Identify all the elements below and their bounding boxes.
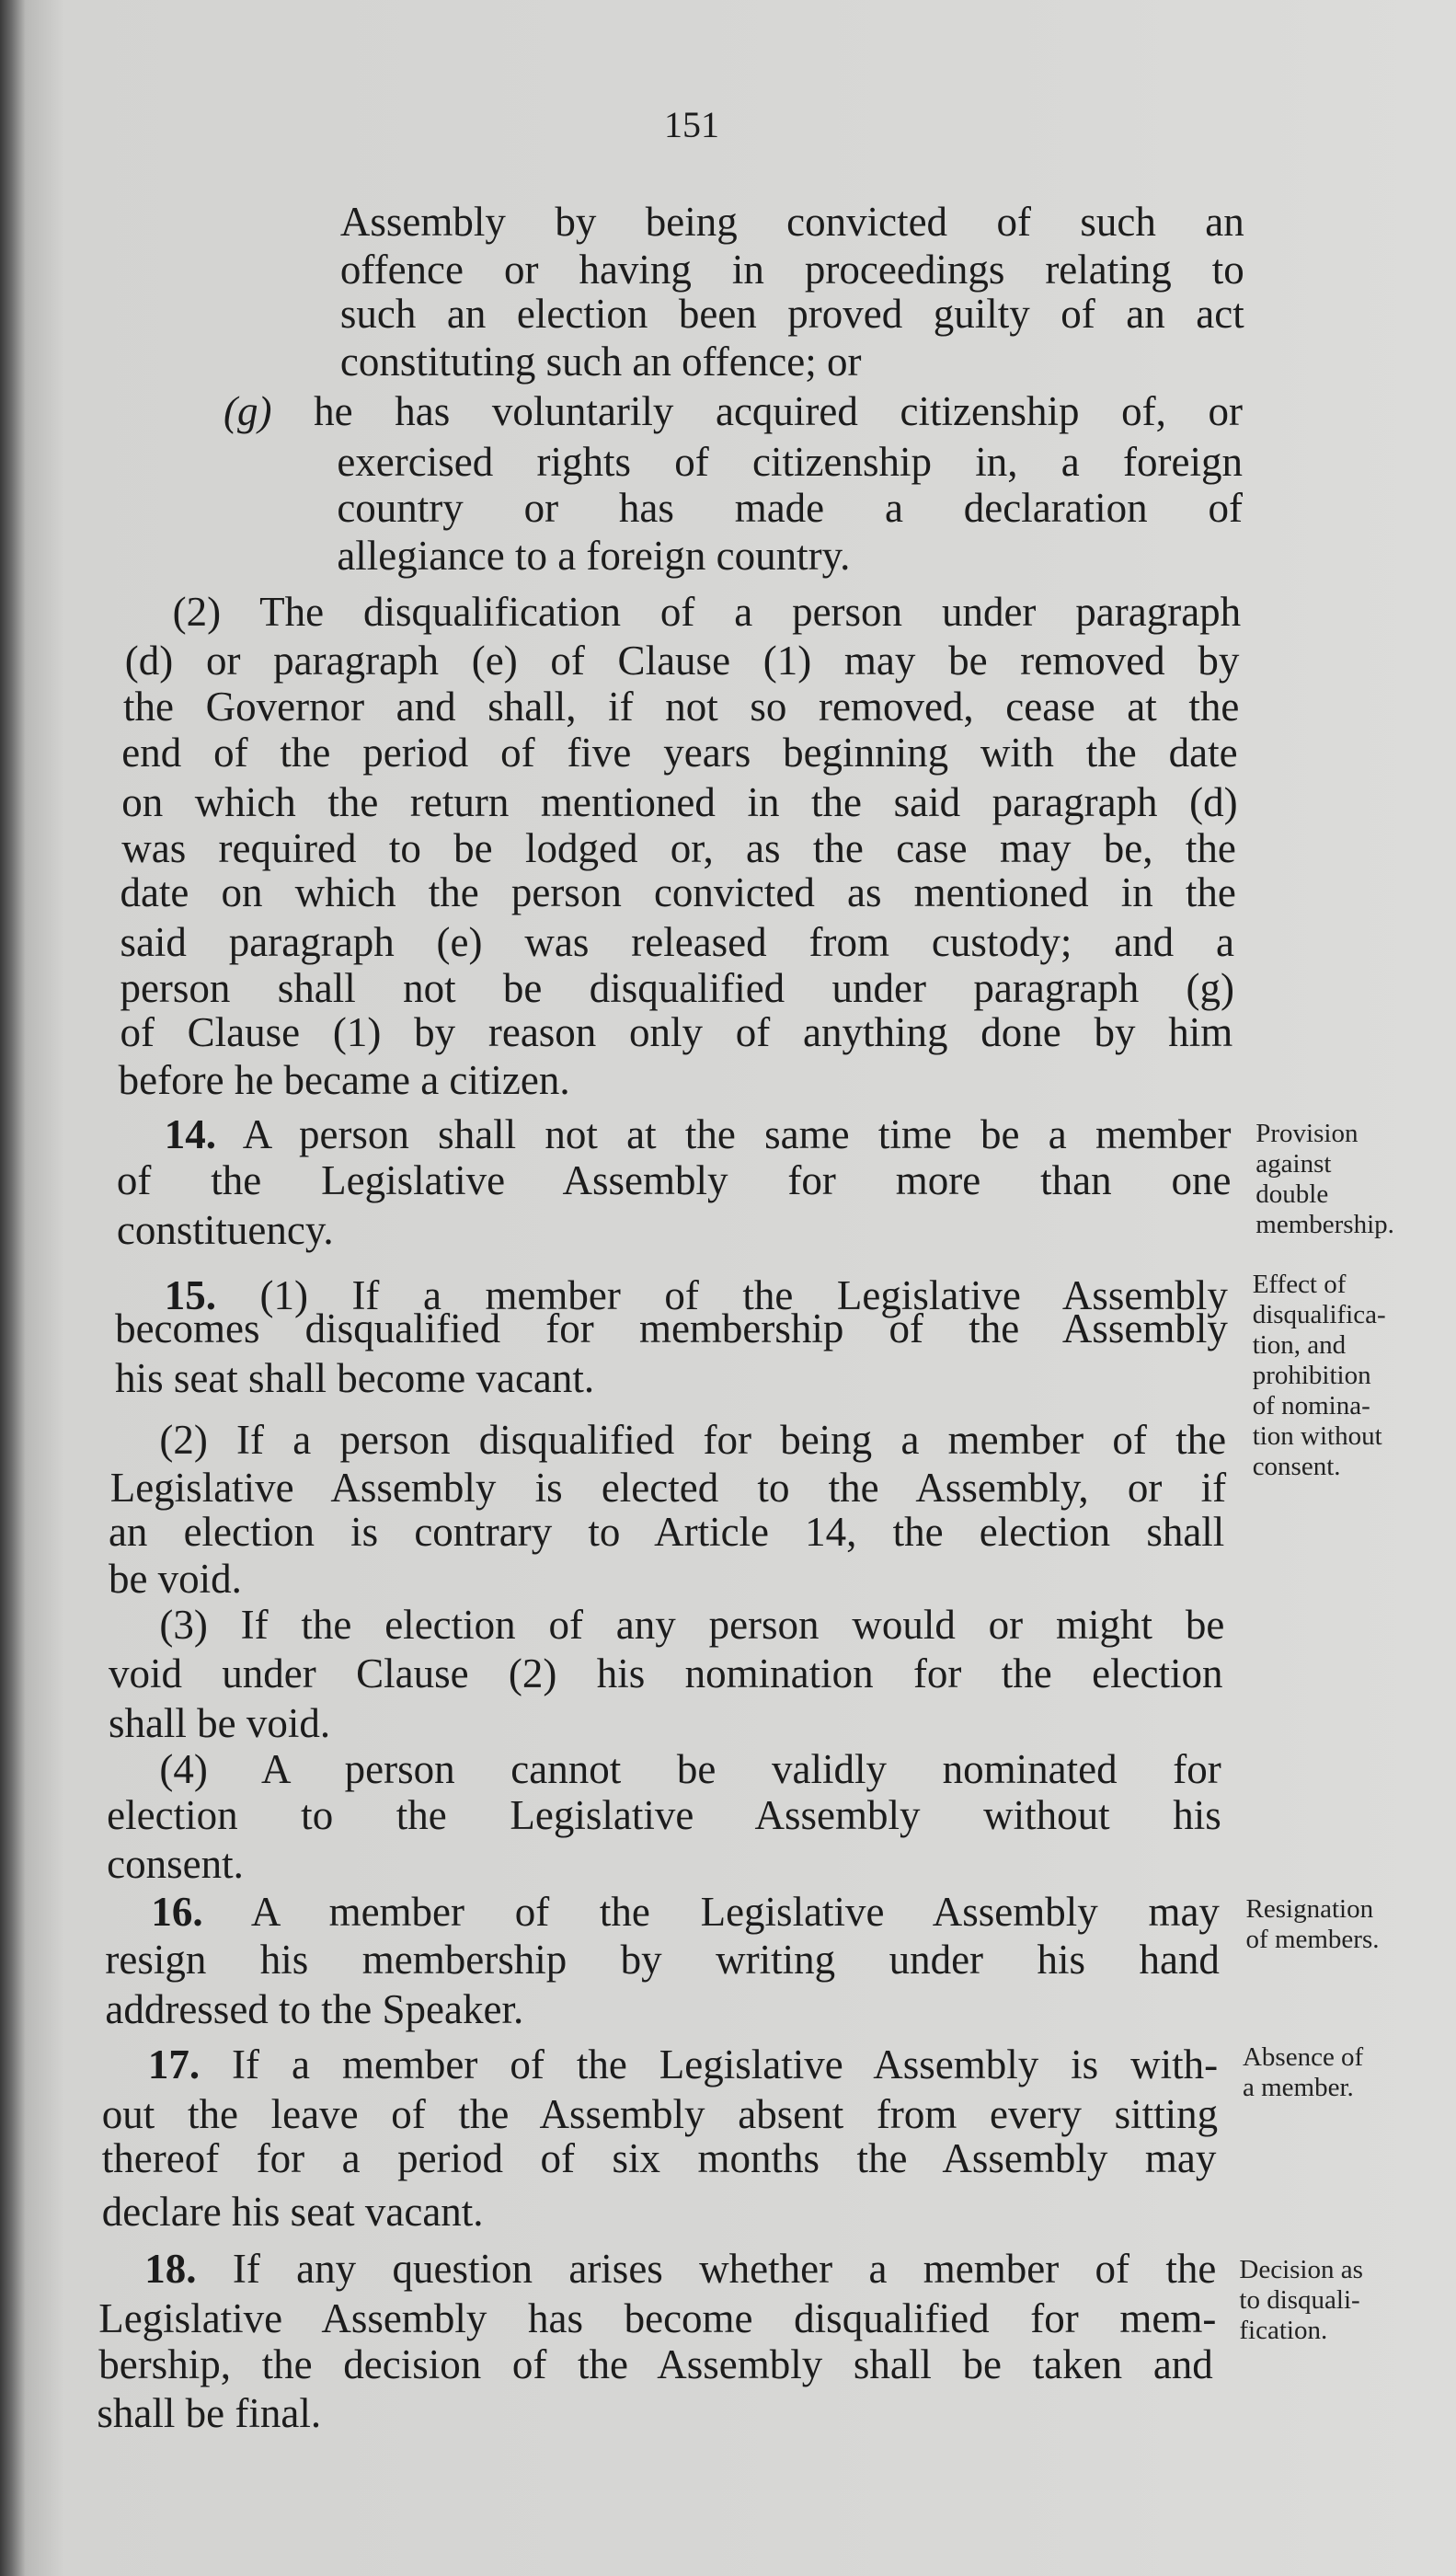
line-text: A person shall not at the same time be a member (215, 1111, 1232, 1158)
text-line (109, 1700, 330, 1746)
margin-note (1255, 1119, 1394, 1240)
line-text: end of the period of five years beginning with the date (121, 730, 1238, 776)
line-text: election to the Legislative Assembly without his (107, 1791, 1221, 1838)
line-text: bership, the decision of the Assembly shall be taken and (98, 2340, 1213, 2387)
text-line (109, 1509, 1224, 1555)
article-number: 16. (151, 1889, 203, 1936)
line-text: A member of the Legislative Assembly may (202, 1889, 1220, 1936)
margin-note-line: tion, and (1252, 1330, 1347, 1361)
text-line (107, 1841, 244, 1887)
text-line (119, 1057, 570, 1103)
line-text: allegiance to a foreign country. (337, 533, 851, 579)
article-number: 18. (144, 2246, 197, 2293)
text-line (117, 1207, 334, 1253)
line-text: shall be final. (97, 2390, 322, 2437)
article-number: (g) (224, 387, 272, 434)
line-text: an election is contrary to Article 14, the election shall (108, 1509, 1225, 1556)
line-text: addressed to the Speaker. (105, 1985, 524, 2032)
line-text: such an election been proved guilty of an act (339, 291, 1244, 338)
line-text: thereof for a period of six months the Assembly may (101, 2135, 1217, 2182)
margin-note-line: fication. (1239, 2315, 1328, 2345)
line-text: on which the return mentioned in the said paragraph (d) (121, 779, 1238, 826)
line-text: date on which the person convicted as mentioned in the (120, 869, 1236, 916)
line-text: his seat shall become vacant. (115, 1354, 595, 1401)
line-text: Legislative Assembly has become disqualified for mem- (98, 2294, 1217, 2341)
article-number: 15. (164, 1272, 216, 1319)
margin-note (1253, 1270, 1386, 1482)
margin-note-line: consent. (1252, 1452, 1341, 1482)
line-text: void under Clause (2) his nomination for the election (108, 1650, 1223, 1697)
margin-note-line: Decision as (1239, 2254, 1363, 2284)
line-text: said paragraph (e) was released from custody; and a (120, 918, 1235, 965)
margin-note-line: of members. (1245, 1925, 1380, 1955)
text-line (115, 1355, 594, 1401)
line-text: of Clause (1) by reason only of anything done by him (120, 1009, 1233, 1056)
text-line (123, 684, 1239, 730)
text-line (159, 1417, 1226, 1463)
margin-note-line: to disquali- (1239, 2284, 1360, 2315)
text-line (120, 919, 1234, 965)
margin-note-line: Provision (1255, 1119, 1359, 1149)
article-number: 17. (147, 2041, 201, 2088)
text-line (121, 779, 1237, 825)
text-line (115, 1305, 1228, 1351)
text-line (120, 965, 1234, 1011)
margin-note-line: of nomina- (1252, 1391, 1370, 1421)
line-text: Legislative Assembly is elected to the Assembly, or if (109, 1465, 1227, 1512)
margin-note-line: against (1255, 1149, 1332, 1179)
margin-note-line: a member. (1242, 2073, 1354, 2103)
line-text: resign his membership by writing under his hand (105, 1937, 1220, 1984)
line-text: If any question arises whether a member of the (196, 2246, 1217, 2293)
text-line (120, 1009, 1232, 1055)
text-line (125, 638, 1240, 684)
line-text: out the leave of the Assembly absent from every sitting (101, 2091, 1219, 2138)
line-text: exercised rights of citizenship in, a foreign (337, 439, 1243, 486)
text-line (102, 2091, 1218, 2137)
article-line (148, 2041, 1218, 2087)
line-text: country or has made a declaration of (337, 485, 1243, 532)
article-line (224, 388, 1243, 434)
page-number: 151 (664, 104, 719, 145)
line-text: becomes disqualified for membership of the Assembly (115, 1305, 1228, 1351)
line-text: shall be void. (108, 1699, 331, 1746)
margin-note (1246, 1894, 1380, 1955)
line-text: be void. (108, 1555, 242, 1602)
line-text: If a member of the Legislative Assembly is with- (200, 2041, 1219, 2088)
line-text: he has voluntarily acquired citizenship of, or (271, 387, 1243, 434)
text-line (337, 439, 1243, 485)
margin-note-line: Effect of (1252, 1270, 1347, 1300)
text-line (107, 1792, 1221, 1838)
article-number: 14. (164, 1111, 216, 1158)
line-text: (3) If the election of any person would or might be (159, 1601, 1225, 1648)
text-line (102, 2189, 484, 2235)
text-line (159, 1746, 1221, 1792)
line-text: (2) The disqualification of a person under paragraph (172, 588, 1242, 635)
margin-note-line: tion without (1252, 1421, 1382, 1452)
article-line (165, 1111, 1232, 1157)
text-line (340, 339, 862, 385)
text-line (98, 2295, 1216, 2341)
text-line (105, 1986, 523, 2032)
line-text: offence or having in proceedings relating to (339, 247, 1244, 293)
text-line (110, 1465, 1226, 1511)
text-line (121, 730, 1237, 776)
line-text: before he became a citizen. (118, 1057, 570, 1104)
line-text: constituting such an offence; or (339, 339, 862, 385)
text-line (340, 199, 1244, 245)
line-text: (d) or paragraph (e) of Clause (1) may be removed by (124, 638, 1240, 684)
text-line (97, 2390, 321, 2436)
margin-note (1243, 2042, 1363, 2103)
text-line (120, 869, 1235, 915)
text-line (102, 2135, 1217, 2181)
text-line (109, 1556, 242, 1602)
margin-note-line: Absence of (1242, 2042, 1364, 2073)
line-text: (4) A person cannot be validly nominated for (159, 1745, 1221, 1792)
text-line (173, 589, 1242, 635)
text-line (340, 247, 1244, 293)
text-line (340, 291, 1244, 337)
margin-note-line: prohibition (1252, 1361, 1371, 1391)
article-line (151, 1889, 1220, 1935)
line-text: the Governor and shall, if not so removed, cease at the (123, 684, 1240, 730)
text-line (105, 1937, 1220, 1983)
margin-note-line: double (1255, 1179, 1329, 1210)
line-text: (2) If a person disqualified for being a member of the (159, 1417, 1227, 1464)
line-text: Assembly by being convicted of such an (339, 199, 1244, 246)
line-text: constituency. (116, 1206, 334, 1253)
margin-note-line: disqualifica- (1252, 1300, 1386, 1330)
margin-note-line: membership. (1255, 1210, 1394, 1240)
text-line (337, 485, 1243, 531)
article-line (144, 2246, 1216, 2292)
text-line (117, 1157, 1232, 1203)
line-text: person shall not be disqualified under paragraph (g) (120, 964, 1235, 1011)
text-line (337, 533, 850, 579)
text-line (109, 1650, 1223, 1696)
text-line (121, 825, 1236, 871)
line-text: of the Legislative Assembly for more than one (116, 1157, 1232, 1204)
margin-note-line: Resignation (1245, 1894, 1374, 1925)
line-text: consent. (107, 1841, 244, 1888)
text-line (98, 2341, 1213, 2387)
margin-note (1239, 2255, 1363, 2346)
text-line (159, 1602, 1224, 1648)
line-text: was required to be lodged or, as the case may be, the (121, 825, 1236, 872)
line-text: declare his seat vacant. (101, 2188, 484, 2235)
line-text: (1) If a member of the Legislative Assembly (215, 1272, 1228, 1319)
